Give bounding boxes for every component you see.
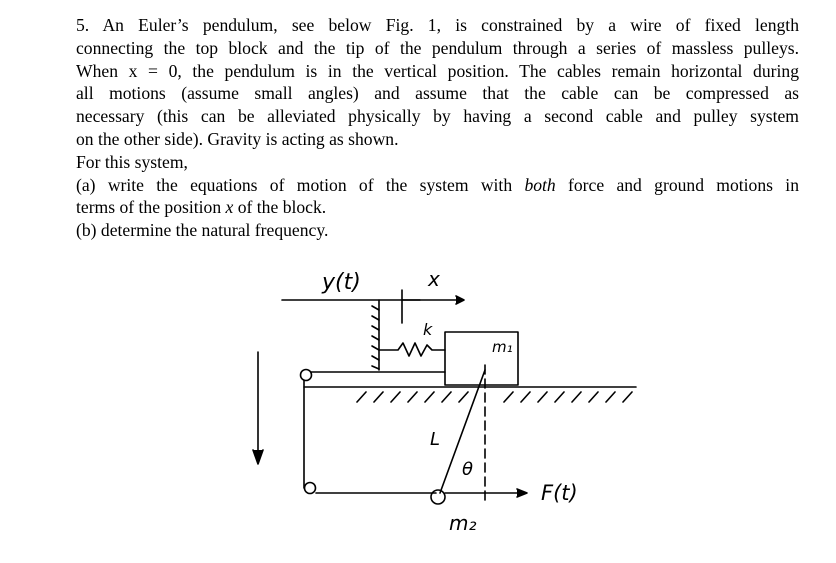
wall-hatch	[372, 306, 379, 369]
pulley-top	[301, 370, 312, 381]
force-arrow-head	[517, 489, 527, 497]
spring	[379, 343, 445, 356]
pulley-bottom	[305, 483, 316, 494]
problem-line-7: For this system,	[76, 151, 188, 172]
x-arrow-head	[456, 296, 464, 304]
bob-m2	[431, 490, 445, 504]
label-m1: m₁	[492, 338, 513, 356]
part-a-line-2: terms of the position x of the block.	[76, 197, 327, 218]
cable	[304, 372, 445, 493]
problem-statement	[76, 14, 799, 242]
part-b-line: (b) determine the natural frequency.	[76, 220, 329, 241]
part-a-line-1: (a) write the equations of motion of the system with both force and ground motions in	[76, 174, 799, 195]
problem-line-5: necessary (this can be alleviated physically by having a second cable and pulley system	[76, 106, 799, 127]
pendulum-rod	[440, 370, 485, 493]
problem-line-1: 5. An Euler’s pendulum, see below Fig. 1, is constrained by a wire of fixed length	[76, 15, 799, 35]
problem-line-3: When x = 0, the pendulum is in the vertical position. The cables remain horizontal during	[76, 60, 799, 81]
problem-line-2: connecting the top block and the tip of the pendulum through a series of massless pulleys.	[76, 37, 799, 58]
label-L: L	[430, 429, 441, 450]
label-m2: m₂	[449, 511, 477, 535]
label-k: k	[423, 320, 433, 339]
problem-line-6: on the other side). Gravity is acting as shown.	[76, 128, 399, 149]
floor-hatch	[357, 392, 632, 402]
label-F-t: F(t)	[541, 481, 578, 505]
label-y-t: y(t)	[322, 270, 361, 295]
problem-line-4: all motions (assume small angles) and assume that the cable can be compressed as	[76, 83, 799, 104]
label-theta: θ	[462, 459, 474, 480]
block-m1	[445, 332, 518, 385]
label-x: x	[428, 267, 440, 291]
gravity-arrow-head	[253, 450, 263, 464]
